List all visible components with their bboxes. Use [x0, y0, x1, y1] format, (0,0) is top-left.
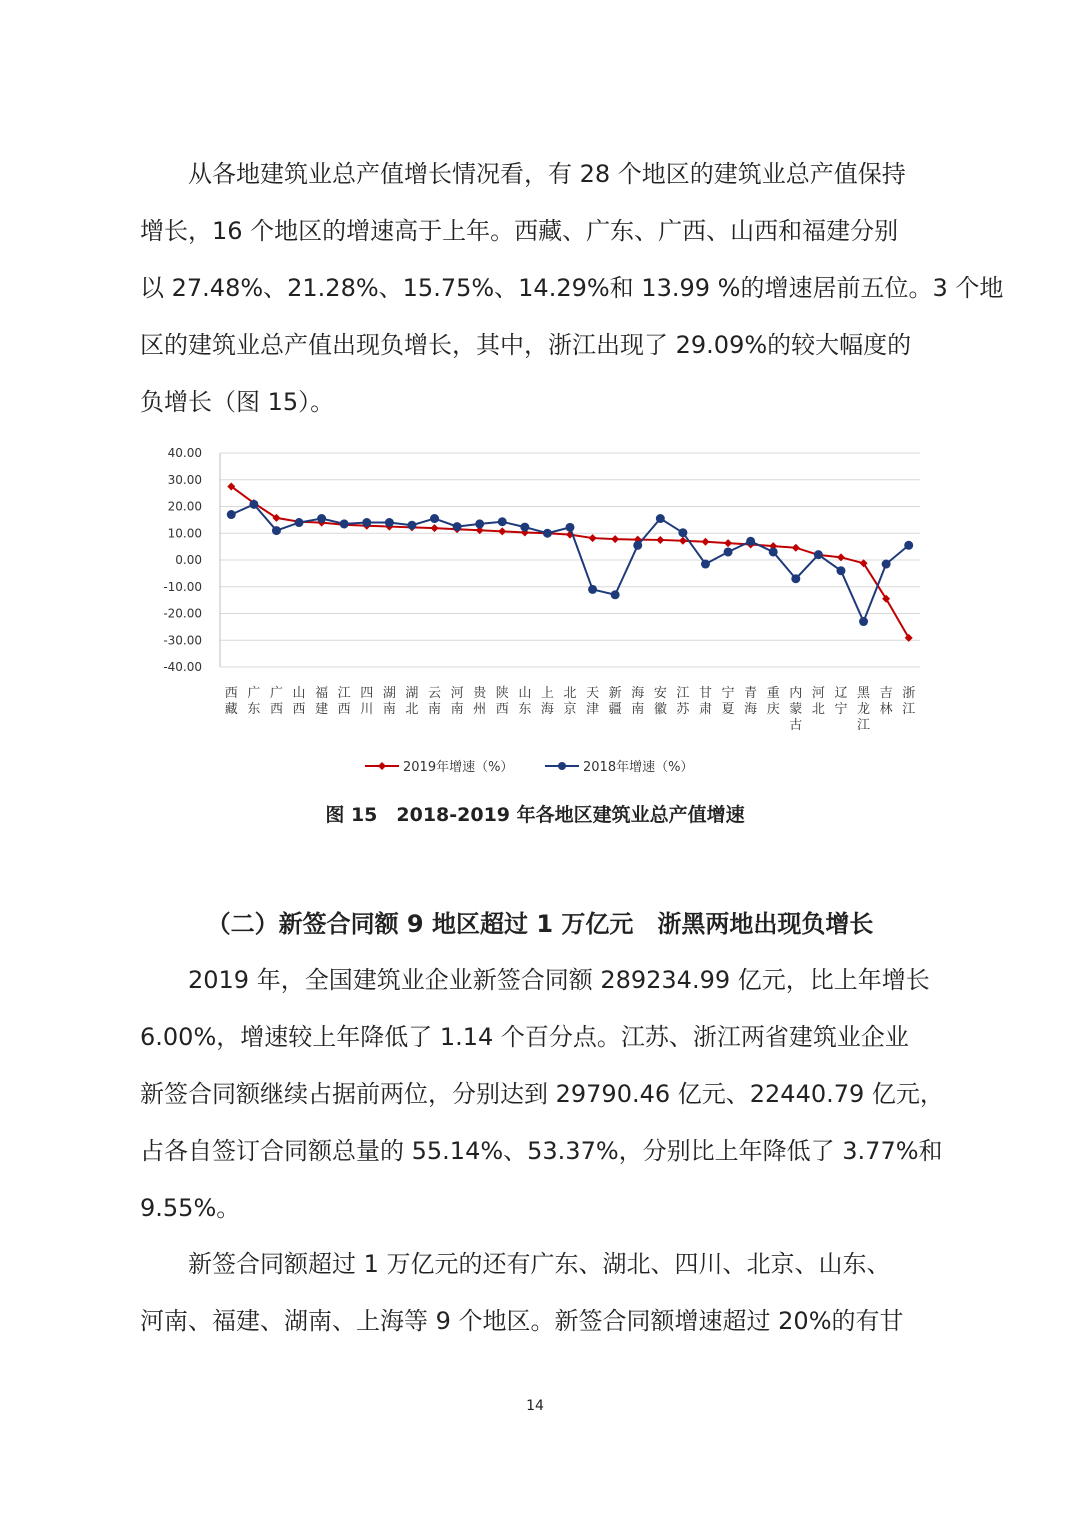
x-category-char: 西 — [292, 702, 306, 717]
series-2 — [227, 500, 913, 626]
paragraph-contracts — [140, 952, 944, 1237]
legend-marker — [378, 762, 386, 770]
data-point — [295, 518, 304, 527]
data-point — [836, 566, 845, 575]
data-point — [769, 547, 778, 556]
data-point — [543, 529, 552, 538]
data-point — [678, 528, 687, 537]
x-category-char: 南 — [631, 702, 645, 717]
x-category-char: 肃 — [698, 702, 712, 717]
x-category-char: 津 — [586, 702, 600, 717]
x-category-label — [744, 685, 757, 717]
data-point — [792, 544, 800, 552]
x-category-char: 海 — [631, 686, 645, 701]
x-category-char: 新 — [608, 686, 622, 701]
y-tick-label: -20.00 — [163, 606, 202, 621]
data-point — [340, 519, 349, 528]
text-line: 占各自签订合同额总量的 55.14%、53.37%，分别比上年降低了 3.77%和 — [140, 1137, 943, 1165]
x-category-label — [789, 685, 802, 733]
x-category-char: 徽 — [653, 702, 667, 717]
text-line: 9.55%。 — [140, 1194, 241, 1222]
x-category-label — [880, 685, 893, 717]
x-category-label — [473, 685, 487, 717]
data-point — [272, 526, 281, 535]
data-point — [430, 514, 439, 523]
data-point — [791, 574, 800, 583]
data-point — [746, 537, 755, 546]
x-category-char: 江 — [902, 702, 916, 717]
y-tick-label: -10.00 — [163, 579, 202, 594]
x-axis-categories — [225, 685, 915, 733]
x-category-label — [428, 686, 441, 717]
x-category-char: 庆 — [766, 702, 780, 717]
data-point — [227, 510, 236, 519]
data-point — [724, 539, 732, 547]
data-point — [814, 550, 823, 559]
y-axis-ticks — [163, 446, 202, 674]
x-category-char: 北 — [405, 702, 419, 717]
page-number: 14 — [526, 1398, 544, 1414]
data-point — [498, 527, 506, 535]
x-category-char: 湖 — [382, 686, 396, 701]
x-category-char: 天 — [586, 686, 600, 701]
x-category-char: 甘 — [698, 686, 712, 701]
legend-entry — [365, 759, 513, 775]
x-category-char: 云 — [428, 686, 442, 701]
x-category-label — [247, 686, 260, 717]
x-category-label — [383, 685, 396, 717]
x-category-char: 林 — [879, 702, 893, 717]
series-line — [231, 486, 908, 637]
x-category-char: 湖 — [405, 686, 419, 701]
x-category-char: 京 — [563, 702, 577, 717]
x-category-char: 夏 — [721, 702, 735, 717]
chart-gridlines — [220, 453, 920, 667]
x-category-char: 建 — [315, 702, 329, 717]
x-category-char: 广 — [247, 686, 261, 701]
x-category-char: 南 — [428, 702, 442, 717]
x-category-label — [360, 686, 373, 717]
section-heading: （二）新签合同额 9 地区超过 1 万亿元 浙黑两地出现负增长 — [206, 910, 874, 938]
x-category-char: 苏 — [676, 702, 690, 717]
x-category-char: 贵 — [473, 686, 487, 701]
x-category-label — [315, 686, 328, 717]
y-tick-label: 20.00 — [167, 499, 202, 514]
x-category-char: 浙 — [902, 686, 916, 701]
x-category-char: 山 — [292, 686, 306, 701]
data-point — [249, 500, 258, 509]
x-category-label — [270, 686, 283, 717]
x-category-char: 江 — [337, 686, 351, 701]
data-point — [453, 522, 462, 531]
x-category-char: 广 — [269, 686, 283, 701]
x-category-label — [767, 686, 780, 717]
data-point — [611, 535, 619, 543]
data-point — [317, 514, 326, 523]
data-point — [520, 523, 529, 532]
x-category-char: 南 — [382, 702, 396, 717]
x-category-char: 海 — [540, 702, 554, 717]
x-category-label — [834, 686, 847, 717]
x-category-char: 重 — [766, 686, 780, 701]
x-category-label — [586, 686, 599, 717]
figure-caption: 图 15 2018-2019 年各地区建筑业总产值增速 — [325, 804, 745, 826]
x-category-char: 古 — [789, 718, 803, 733]
text-line: 增长，16 个地区的增速高于上年。西藏、广东、广西、山西和福建分别 — [140, 217, 899, 245]
x-category-char: 北 — [811, 702, 825, 717]
x-category-label — [902, 685, 915, 717]
data-point — [633, 541, 642, 550]
paragraph-growth-summary — [140, 146, 1004, 431]
growth-line-chart — [140, 440, 940, 790]
data-point — [701, 560, 710, 569]
x-category-label — [338, 686, 351, 717]
x-category-char: 藏 — [224, 702, 238, 717]
y-tick-label: 10.00 — [167, 526, 202, 541]
data-point — [701, 538, 709, 546]
legend-label: 2019年增速（%） — [403, 760, 514, 775]
x-category-char: 东 — [518, 702, 532, 717]
text-line: 河南、福建、湖南、上海等 9 个地区。新签合同额增速超过 20%的有甘 — [140, 1307, 904, 1335]
x-category-char: 西 — [495, 702, 509, 717]
x-category-char: 青 — [744, 686, 758, 701]
paragraph-regions — [140, 1236, 940, 1350]
data-point — [362, 518, 371, 527]
x-category-char: 龙 — [857, 702, 871, 717]
x-category-char: 西 — [224, 686, 238, 701]
x-category-label — [563, 686, 576, 717]
series-line — [231, 504, 908, 621]
x-category-char: 安 — [653, 686, 667, 701]
data-point — [656, 514, 665, 523]
x-category-label — [654, 685, 667, 717]
x-category-label — [541, 686, 554, 717]
x-category-char: 江 — [676, 686, 690, 701]
x-category-char: 上 — [540, 686, 554, 701]
x-category-label — [812, 686, 825, 717]
chart-legend — [365, 759, 693, 775]
x-category-char: 辽 — [834, 686, 848, 701]
x-category-char: 蒙 — [789, 702, 803, 717]
x-category-char: 内 — [789, 686, 803, 701]
x-category-char: 西 — [337, 702, 351, 717]
data-point — [588, 585, 597, 594]
text-line: 6.00%，增速较上年降低了 1.14 个百分点。江苏、浙江两省建筑业企业 — [140, 1023, 909, 1051]
legend-entry — [545, 759, 693, 775]
x-category-label — [293, 686, 306, 717]
x-category-char: 西 — [269, 702, 283, 717]
data-point — [385, 518, 394, 527]
x-category-label — [451, 686, 464, 717]
x-category-char: 川 — [360, 702, 374, 717]
legend-marker — [558, 762, 566, 770]
x-category-label — [631, 686, 644, 717]
text-line: 2019 年，全国建筑业企业新签合同额 289234.99 亿元，比上年增长 — [188, 966, 930, 994]
legend-label: 2018年增速（%） — [583, 760, 694, 775]
x-category-char: 黑 — [857, 686, 871, 701]
x-category-label — [857, 686, 871, 733]
data-point — [475, 519, 484, 528]
text-line: 区的建筑业总产值出现负增长，其中，浙江出现了 29.09%的较大幅度的 — [140, 331, 912, 359]
x-category-char: 福 — [315, 686, 329, 701]
x-category-label — [676, 686, 690, 717]
data-point — [611, 590, 620, 599]
text-line: 新签合同额继续占据前两位，分别达到 29790.46 亿元、22440.79 亿元， — [140, 1080, 944, 1108]
x-category-char: 四 — [360, 686, 374, 701]
text-line: 新签合同额超过 1 万亿元的还有广东、湖北、四川、北京、山东、 — [188, 1250, 891, 1278]
x-category-label — [496, 685, 509, 717]
x-category-label — [609, 686, 622, 717]
y-tick-label: 30.00 — [167, 472, 202, 487]
x-category-char: 陕 — [495, 686, 509, 701]
text-line: 从各地建筑业总产值增长情况看，有 28 个地区的建筑业总产值保持 — [188, 160, 906, 188]
x-category-char: 海 — [744, 702, 758, 717]
x-category-char: 吉 — [879, 686, 893, 701]
x-category-char: 河 — [811, 686, 825, 701]
x-category-label — [518, 686, 531, 717]
x-category-label — [722, 686, 735, 717]
text-line: 以 27.48%、21.28%、15.75%、14.29%和 13.99 %的增速居前五位。3 个地 — [140, 274, 1004, 302]
x-category-label — [699, 685, 712, 717]
x-category-label — [405, 685, 418, 717]
data-point — [589, 534, 597, 542]
data-point — [882, 560, 891, 569]
x-category-char: 州 — [473, 702, 487, 717]
text-line: 负增长（图 15）。 — [140, 388, 335, 416]
y-tick-label: -40.00 — [163, 660, 202, 674]
y-tick-label: 40.00 — [167, 446, 202, 460]
x-category-char: 宁 — [834, 702, 848, 717]
x-category-char: 宁 — [721, 686, 735, 701]
x-category-char: 山 — [518, 686, 532, 701]
data-point — [904, 541, 913, 550]
data-point — [724, 547, 733, 556]
x-category-label — [225, 686, 238, 717]
data-point — [407, 521, 416, 530]
x-category-char: 东 — [247, 702, 261, 717]
x-category-char: 江 — [857, 718, 871, 733]
data-point — [431, 524, 439, 532]
data-point — [656, 536, 664, 544]
x-category-char: 南 — [450, 702, 464, 717]
data-point — [859, 617, 868, 626]
y-tick-label: -30.00 — [163, 633, 202, 648]
data-point — [566, 523, 575, 532]
x-category-char: 河 — [450, 686, 464, 701]
y-tick-label: 0.00 — [175, 553, 202, 567]
x-category-char: 北 — [563, 686, 577, 701]
data-point — [498, 517, 507, 526]
x-category-char: 疆 — [608, 702, 622, 717]
